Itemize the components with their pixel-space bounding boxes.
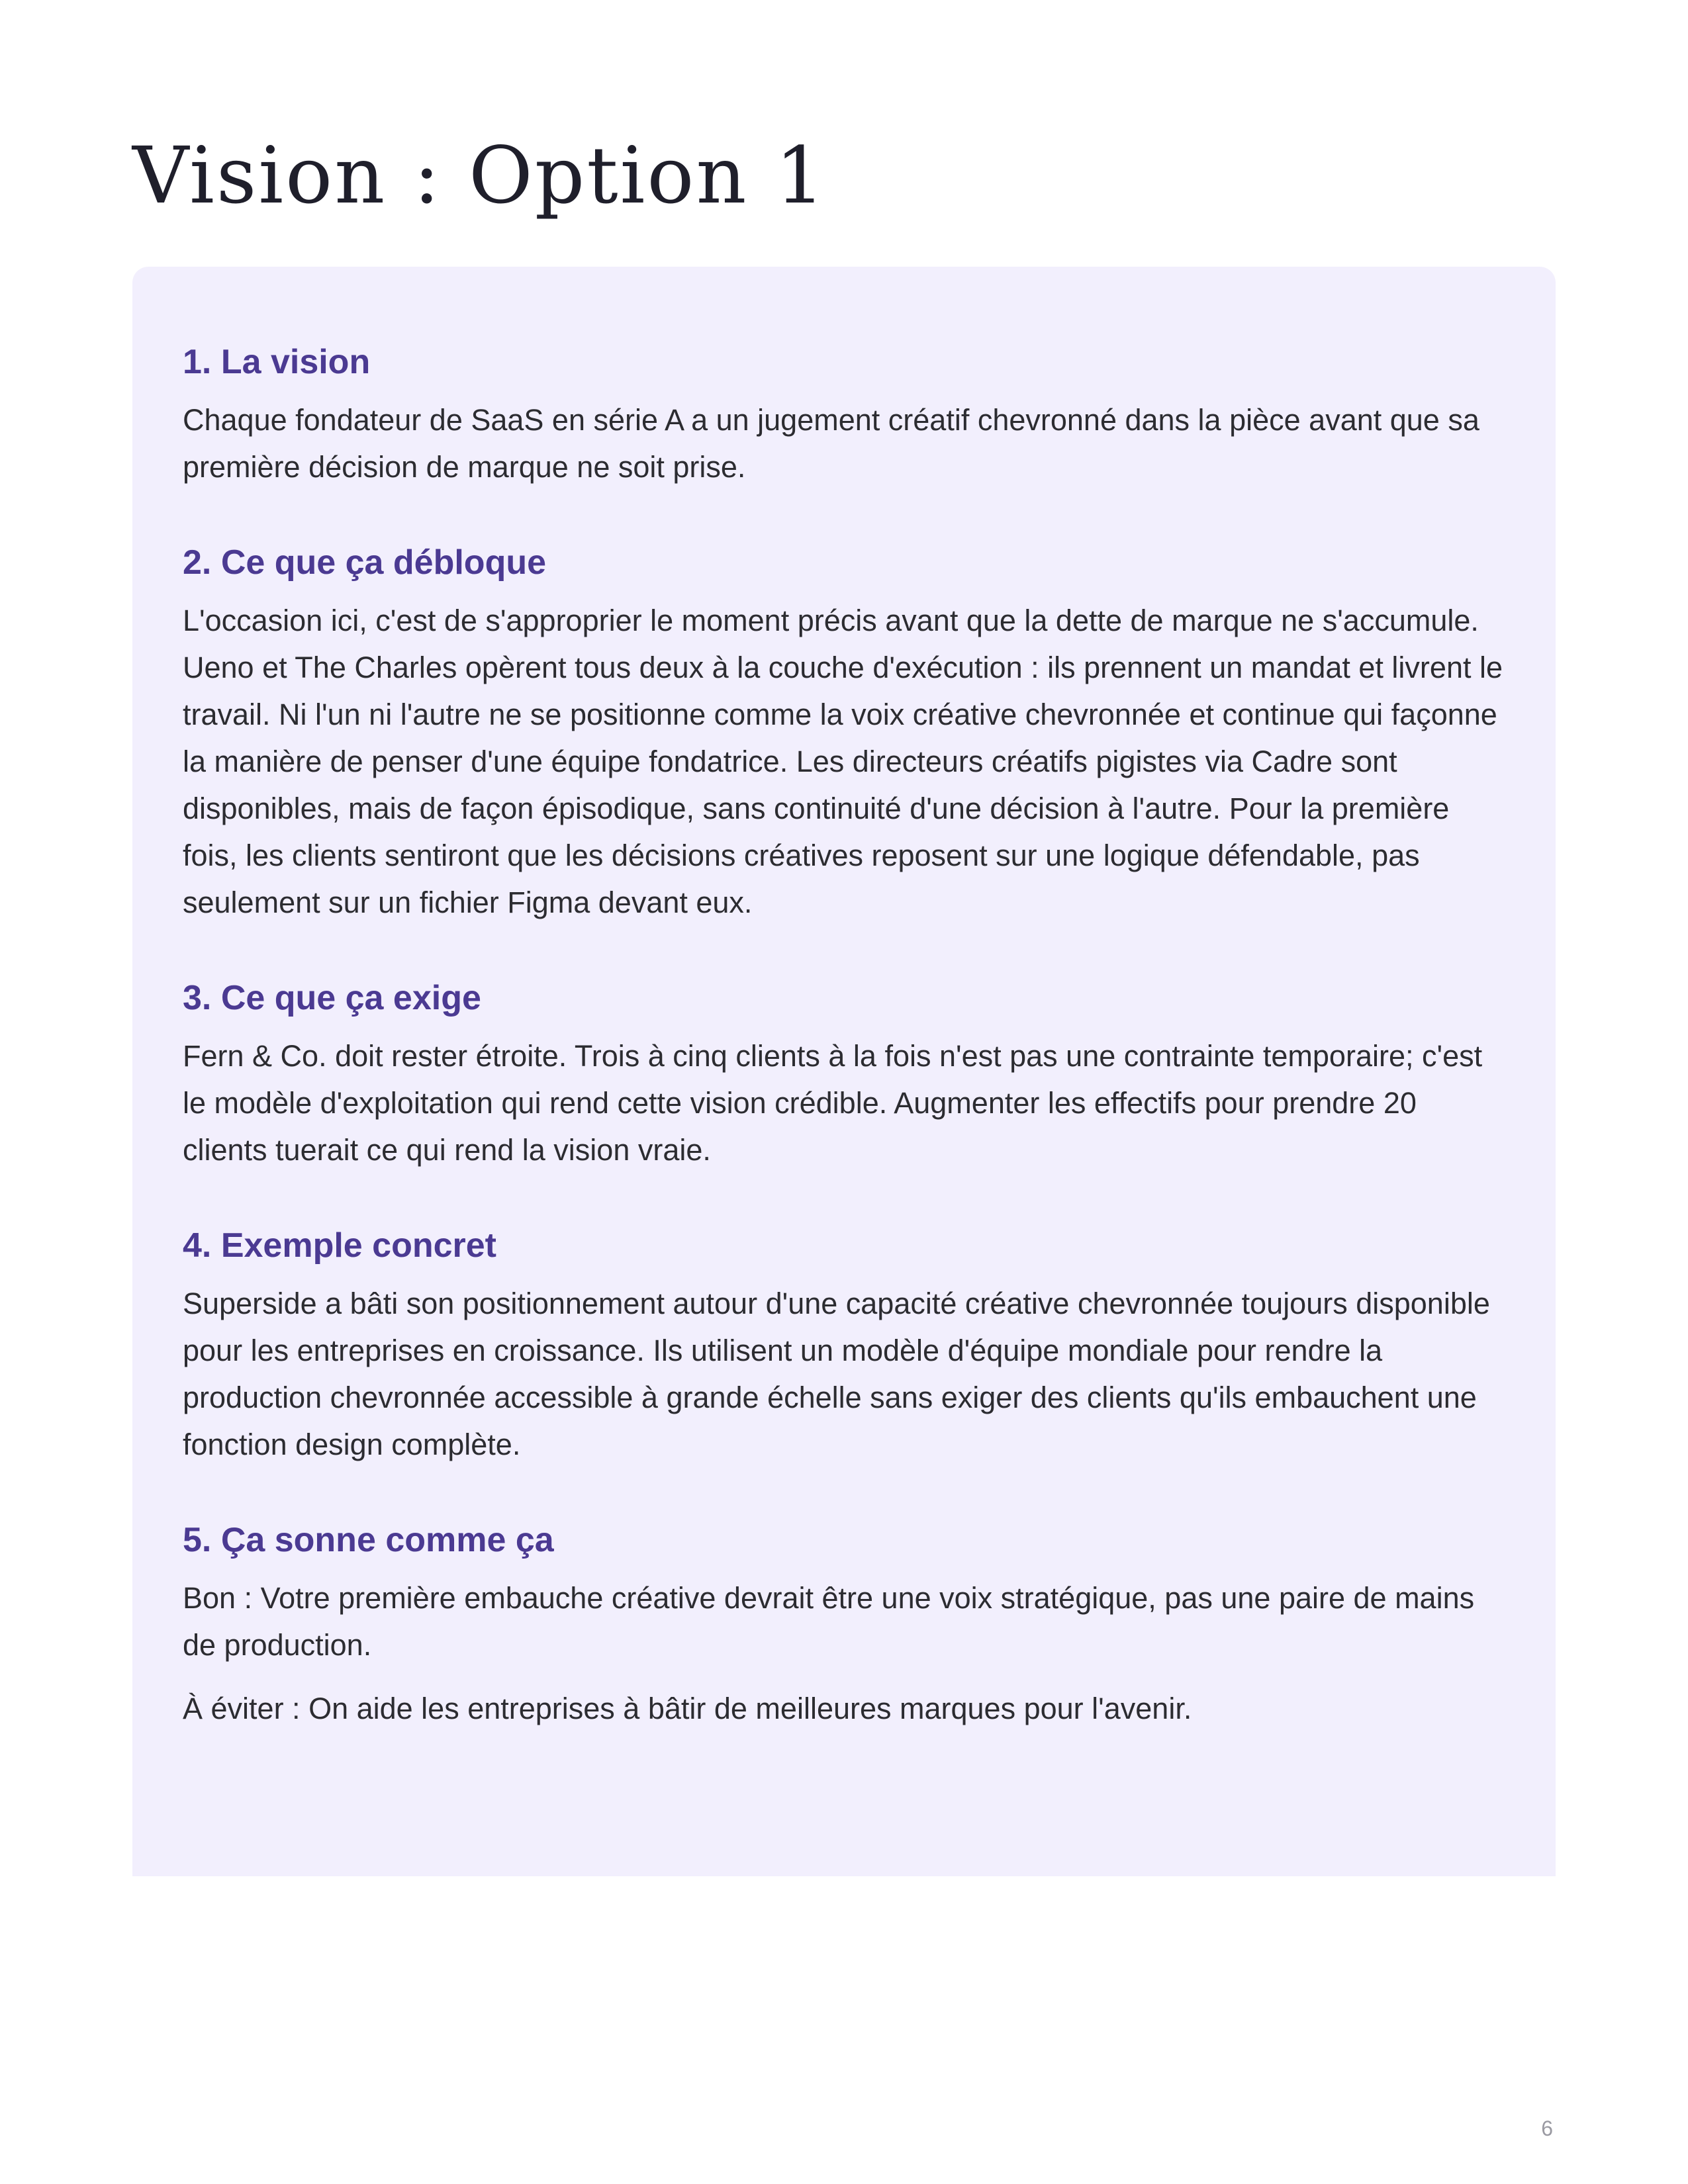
section-paragraph: Superside a bâti son positionnement autour d'une capacité créative chevronnée toujours disponible pour les entreprises en croissance. Ils utilisent un modèle d'équipe mondiale pour rendre la production chevronnée accessible à grande échelle sans exiger des clients qu'ils embauchent une fonction design complète. — [183, 1287, 1490, 1461]
vision-content-panel — [132, 267, 1556, 1876]
section-exemple-concret — [183, 1224, 1505, 1468]
section-heading: 3. Ce que ça exige — [183, 979, 481, 1017]
section-paragraph: Fern & Co. doit rester étroite. Trois à cinq clients à la fois n'est pas une contrainte temporaire; c'est le modèle d'exploitation qui rend cette vision crédible. Augmenter les effectifs pour prendre 20 clients tuerait ce qui rend la vision vraie. — [183, 1039, 1483, 1167]
good-example-paragraph: Bon : Votre première embauche créative devrait être une voix stratégique, pas une paire de mains de production. — [183, 1581, 1475, 1662]
section-la-vision — [183, 341, 1505, 490]
avoid-example-paragraph: À éviter : On aide les entreprises à bâtir de meilleures marques pour l'avenir. — [183, 1692, 1192, 1725]
section-heading: 4. Exemple concret — [183, 1226, 496, 1265]
section-ce-que-ca-debloque — [183, 541, 1505, 926]
section-ca-sonne-comme-ca — [183, 1519, 1505, 1732]
section-paragraph: Chaque fondateur de SaaS en série A a un jugement créatif chevronné dans la pièce avant que sa première décision de marque ne soit prise. — [183, 403, 1479, 484]
page-title: Vision : Option 1 — [132, 130, 827, 221]
section-heading: 5. Ça sonne comme ça — [183, 1521, 554, 1559]
section-paragraph: L'occasion ici, c'est de s'approprier le moment précis avant que la dette de marque ne s'accumule. Ueno et The Charles opèrent tous deux à la couche d'exécution : ils prennent un mandat et livrent le travail. Ni l'un ni l'autre ne se positionne comme la voix créative chevronnée et continue qui façonne la manière de penser d'une équipe fondatrice. Les directeurs créatifs pigistes via Cadre sont disponibles, mais de façon épisodique, sans continuité d'une décision à l'autre. Pour la première fois, les clients sentiront que les décisions créatives reposent sur une logique défendable, pas seulement sur un fichier Figma devant eux. — [183, 604, 1503, 919]
page-number: 6 — [1541, 2116, 1553, 2140]
section-ce-que-ca-exige — [183, 977, 1505, 1173]
section-heading: 2. Ce que ça débloque — [183, 543, 547, 582]
section-heading: 1. La vision — [183, 343, 371, 381]
